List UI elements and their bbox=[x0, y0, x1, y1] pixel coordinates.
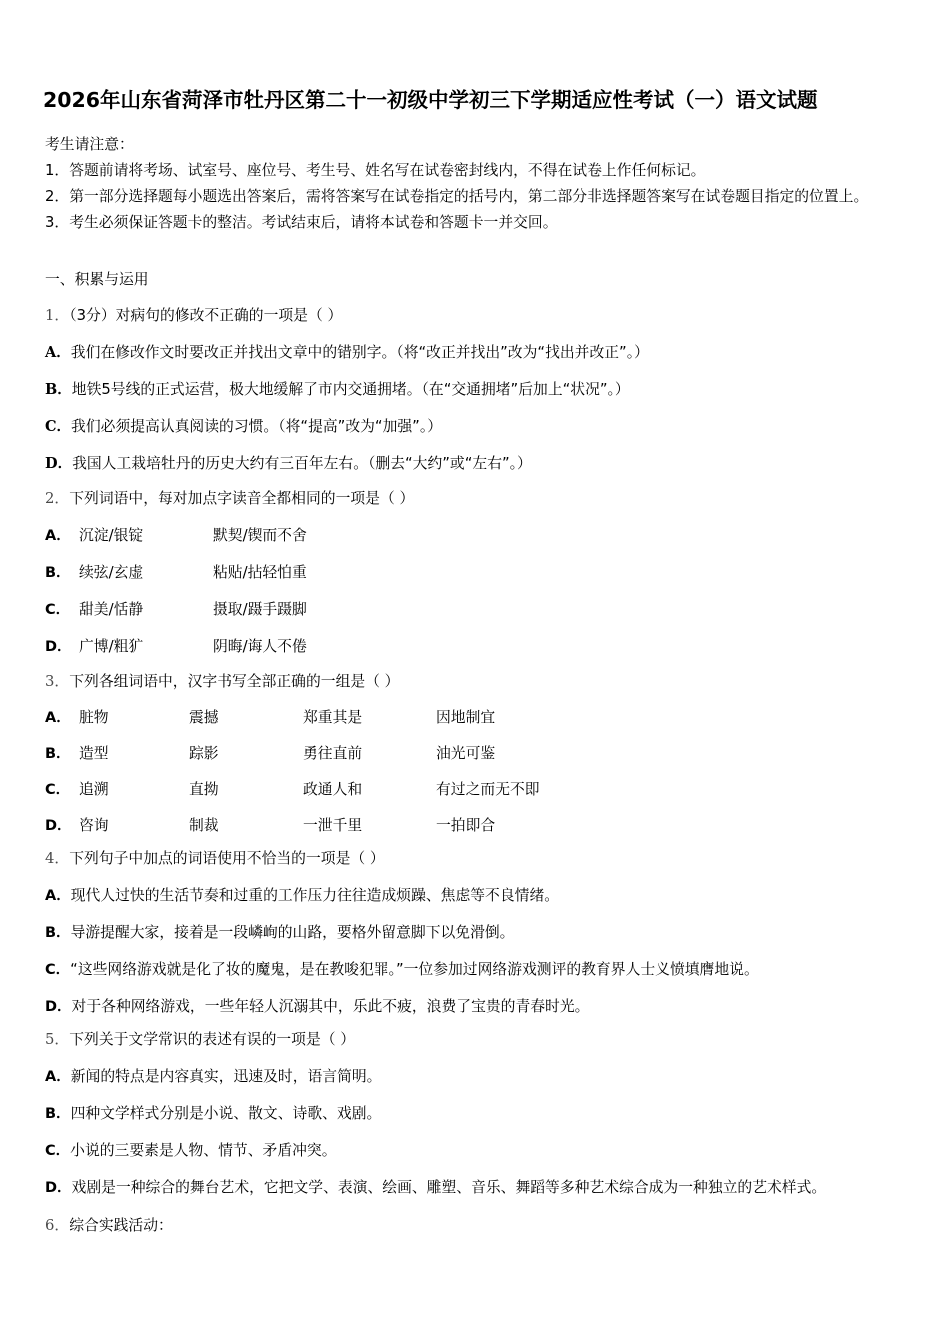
option-text-b: 四种文学样式分别是小说、散文、诗歌、戏剧。 bbox=[70, 1105, 382, 1122]
question-4-stem bbox=[45, 848, 905, 870]
option-cell-2: 制裁 bbox=[189, 817, 219, 834]
question-1-stem bbox=[45, 305, 905, 327]
option-label-a: A． bbox=[45, 528, 71, 544]
question-3-option-b[interactable] bbox=[45, 743, 905, 765]
notice-item-1: 1．答题前请将考场、试室号、座位号、考生号、姓名写在试卷密封线内，不得在试卷上作任何标记。 bbox=[45, 162, 706, 179]
option-text-b: 导游提醒大家，接着是一段嶙峋的山路，要格外留意脚下以免滑倒。 bbox=[70, 924, 515, 941]
question-6-text: 综合实践活动： bbox=[69, 1217, 173, 1234]
question-5-number: 5． bbox=[45, 1031, 70, 1048]
option-cell-1: 追溯 bbox=[79, 781, 109, 798]
question-2-option-c[interactable] bbox=[45, 599, 905, 621]
question-3-number: 3． bbox=[45, 673, 70, 690]
notice-heading: 考生请注意： bbox=[45, 136, 134, 153]
option-pair-second-c: 摄取/蹑手蹑脚 bbox=[213, 601, 307, 618]
option-text-c: 我们必须提高认真阅读的习惯。（将“提高”改为“加强”。） bbox=[71, 418, 443, 435]
question-3-stem bbox=[45, 671, 905, 693]
option-text-d: 戏剧是一种综合的舞台艺术，它把文学、表演、绘画、雕塑、音乐、舞蹈等多种艺术综合成为一种独立的艺术样式。 bbox=[71, 1179, 827, 1196]
question-4-text: 下列句子中加点的词语使用不恰当的一项是（ ） bbox=[69, 850, 385, 867]
question-1-number: 1． bbox=[45, 307, 70, 324]
question-6-number: 6． bbox=[45, 1217, 70, 1234]
option-text-a: 我们在修改作文时要改正并找出文章中的错别字。（将“改正并找出”改为“找出并改正”。） bbox=[70, 344, 649, 361]
option-label-c: C． bbox=[45, 418, 72, 435]
section-heading: 一、积累与运用 bbox=[45, 271, 149, 288]
option-pair-second-d: 阴晦/诲人不倦 bbox=[213, 638, 307, 655]
question-1-option-a[interactable] bbox=[45, 342, 905, 364]
option-label-b: B． bbox=[45, 381, 72, 398]
option-text-c: 小说的三要素是人物、情节、矛盾冲突。 bbox=[70, 1142, 337, 1159]
question-5-option-a[interactable] bbox=[45, 1066, 905, 1088]
page-title: 2026年山东省菏泽市牡丹区第二十一初级中学初三下学期适应性考试（一）语文试题 bbox=[43, 88, 818, 112]
option-label-b: B． bbox=[45, 1106, 71, 1122]
option-label-b: B． bbox=[45, 565, 71, 581]
option-label-d: D． bbox=[45, 818, 72, 834]
option-pair-second-b: 粘贴/拈轻怕重 bbox=[213, 564, 307, 581]
option-pair-second-a: 默契/锲而不舍 bbox=[213, 527, 307, 544]
question-5-option-c[interactable] bbox=[45, 1140, 905, 1162]
option-label-a: A． bbox=[45, 1069, 71, 1085]
option-text-d: 对于各种网络游戏，一些年轻人沉溺其中，乐此不疲，浪费了宝贵的青春时光。 bbox=[71, 998, 590, 1015]
option-cell-1: 脏物 bbox=[79, 709, 109, 726]
option-label-c: C． bbox=[45, 782, 71, 798]
question-1-option-c[interactable] bbox=[45, 416, 905, 438]
option-label-a: A． bbox=[45, 710, 71, 726]
question-1-option-b[interactable] bbox=[45, 379, 905, 401]
option-label-a: A． bbox=[45, 888, 71, 904]
option-text-d: 我国人工栽培牡丹的历史大约有三百年左右。（删去“大约”或“左右”。） bbox=[72, 455, 532, 472]
option-cell-2: 踪影 bbox=[189, 745, 219, 762]
question-4-number: 4． bbox=[45, 850, 70, 867]
option-cell-1: 造型 bbox=[79, 745, 109, 762]
option-label-d: D． bbox=[45, 999, 72, 1015]
option-pair-first-d: 广博/粗犷 bbox=[79, 638, 144, 655]
option-cell-3: 政通人和 bbox=[303, 781, 363, 798]
question-4-option-b[interactable] bbox=[45, 922, 905, 944]
option-cell-2: 震撼 bbox=[189, 709, 219, 726]
option-cell-4: 油光可鉴 bbox=[436, 745, 496, 762]
option-label-d: D． bbox=[45, 639, 72, 655]
question-4-option-c[interactable] bbox=[45, 959, 905, 981]
option-label-d: D． bbox=[45, 455, 73, 472]
question-5-stem bbox=[45, 1029, 905, 1051]
option-cell-4: 一拍即合 bbox=[436, 817, 496, 834]
question-5-option-d[interactable] bbox=[45, 1177, 905, 1199]
option-label-c: C． bbox=[45, 602, 71, 618]
option-label-b: B． bbox=[45, 925, 71, 941]
option-cell-4: 因地制宜 bbox=[436, 709, 496, 726]
option-label-a: A． bbox=[45, 344, 71, 361]
option-label-c: C． bbox=[45, 1143, 71, 1159]
option-text-a: 现代人过快的生活节奏和过重的工作压力往往造成烦躁、焦虑等不良情绪。 bbox=[70, 887, 560, 904]
question-5-option-b[interactable] bbox=[45, 1103, 905, 1125]
question-4-option-a[interactable] bbox=[45, 885, 905, 907]
question-3-option-d[interactable] bbox=[45, 815, 905, 837]
notice-item-3: 3．考生必须保证答题卡的整洁。考试结束后，请将本试卷和答题卡一并交回。 bbox=[45, 214, 558, 231]
question-4-option-d[interactable] bbox=[45, 996, 905, 1018]
option-label-d: D． bbox=[45, 1180, 72, 1196]
option-pair-first-a: 沉淀/银锭 bbox=[79, 527, 144, 544]
question-2-option-a[interactable] bbox=[45, 525, 905, 547]
option-text-b: 地铁5号线的正式运营，极大地缓解了市内交通拥堵。（在“交通拥堵”后加上“状况”。） bbox=[71, 381, 630, 398]
question-3-option-a[interactable] bbox=[45, 707, 905, 729]
option-label-b: B． bbox=[45, 746, 71, 762]
question-2-option-b[interactable] bbox=[45, 562, 905, 584]
question-5-text: 下列关于文学常识的表述有误的一项是（ ） bbox=[69, 1031, 356, 1048]
question-3-text: 下列各组词语中，汉字书写全部正确的一组是（ ） bbox=[69, 673, 400, 690]
option-cell-3: 郑重其是 bbox=[303, 709, 363, 726]
option-cell-4: 有过之而无不即 bbox=[436, 781, 540, 798]
option-cell-2: 直拗 bbox=[189, 781, 219, 798]
question-3-option-c[interactable] bbox=[45, 779, 905, 801]
question-2-option-d[interactable] bbox=[45, 636, 905, 658]
question-6-stem bbox=[45, 1215, 905, 1237]
question-1-text: （3分）对病句的修改不正确的一项是（ ） bbox=[69, 307, 343, 324]
question-2-text: 下列词语中，每对加点字读音全都相同的一项是（ ） bbox=[69, 490, 415, 507]
option-text-c: “这些网络游戏就是化了妆的魔鬼，是在教唆犯罪。”一位参加过网络游戏测评的教育界人士义愤填膺地说。 bbox=[70, 961, 759, 978]
option-pair-first-c: 甜美/恬静 bbox=[79, 601, 144, 618]
option-cell-3: 一泄千里 bbox=[303, 817, 363, 834]
question-2-number: 2． bbox=[45, 490, 70, 507]
option-pair-first-b: 续弦/玄虚 bbox=[79, 564, 144, 581]
notice-item-2: 2．第一部分选择题每小题选出答案后，需将答案写在试卷指定的括号内，第二部分非选择题答案写在试卷题目指定的位置上。 bbox=[45, 188, 869, 205]
option-cell-3: 勇往直前 bbox=[303, 745, 363, 762]
option-cell-1: 咨询 bbox=[79, 817, 109, 834]
option-text-a: 新闻的特点是内容真实，迅速及时，语言简明。 bbox=[70, 1068, 382, 1085]
question-2-stem bbox=[45, 488, 905, 510]
question-1-option-d[interactable] bbox=[45, 453, 905, 475]
option-label-c: C． bbox=[45, 962, 71, 978]
